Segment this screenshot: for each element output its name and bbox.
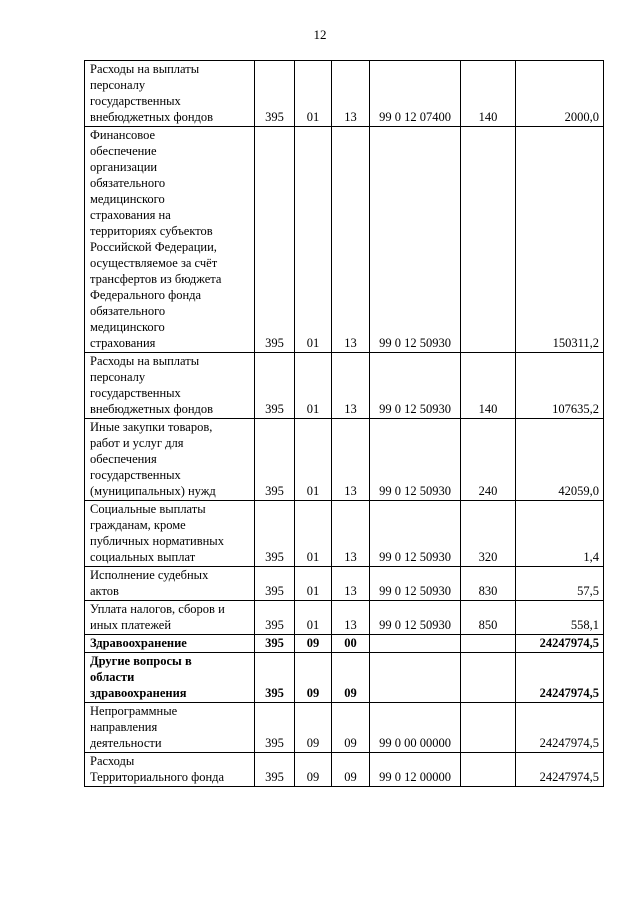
cell-grbs-code: 395	[255, 753, 295, 787]
item-name-line: государственных	[90, 386, 181, 400]
cell-subsection-code: 13	[332, 501, 370, 567]
cell-target-article: 99 0 12 50930	[370, 567, 461, 601]
item-name-line: публичных нормативных	[90, 534, 224, 548]
cell-expense-type: 240	[461, 419, 516, 501]
cell-section-code: 09	[295, 753, 332, 787]
cell-amount: 24247974,5	[516, 753, 604, 787]
cell-subsection-code: 09	[332, 653, 370, 703]
item-name-line: Другие вопросы в	[90, 654, 192, 668]
item-name-line: работ и услуг для	[90, 436, 184, 450]
cell-item-name	[85, 419, 255, 501]
cell-item-name	[85, 353, 255, 419]
cell-grbs-code: 395	[255, 419, 295, 501]
item-name-line: внебюджетных фондов	[90, 110, 214, 124]
cell-subsection-code: 13	[332, 567, 370, 601]
cell-expense-type	[461, 753, 516, 787]
cell-grbs-code: 395	[255, 601, 295, 635]
item-name-line: деятельности	[90, 736, 162, 750]
cell-amount: 42059,0	[516, 419, 604, 501]
table-row	[85, 353, 604, 419]
cell-item-name	[85, 567, 255, 601]
cell-section-code: 01	[295, 601, 332, 635]
item-name-line: Российской Федерации,	[90, 240, 217, 254]
item-name-line: Непрограммные	[90, 704, 178, 718]
cell-amount: 558,1	[516, 601, 604, 635]
item-name-line: Здравоохранение	[90, 636, 187, 650]
cell-item-name	[85, 501, 255, 567]
item-name-line: здравоохранения	[90, 686, 187, 700]
table-row	[85, 601, 604, 635]
cell-expense-type: 830	[461, 567, 516, 601]
item-name-line: (муниципальных) нужд	[90, 484, 216, 498]
cell-subsection-code: 13	[332, 419, 370, 501]
cell-amount: 2000,0	[516, 61, 604, 127]
table-row	[85, 567, 604, 601]
item-name-line: Уплата налогов, сборов и	[90, 602, 225, 616]
cell-item-name	[85, 753, 255, 787]
cell-section-code: 01	[295, 353, 332, 419]
cell-target-article: 99 0 12 00000	[370, 753, 461, 787]
item-name-line: осуществляемое за счёт	[90, 256, 218, 270]
cell-grbs-code: 395	[255, 127, 295, 353]
cell-expense-type: 140	[461, 61, 516, 127]
item-name-line: обеспечение	[90, 144, 157, 158]
cell-section-code: 01	[295, 127, 332, 353]
cell-amount: 57,5	[516, 567, 604, 601]
cell-item-name	[85, 601, 255, 635]
item-name-line: социальных выплат	[90, 550, 196, 564]
cell-amount: 24247974,5	[516, 703, 604, 753]
cell-amount: 107635,2	[516, 353, 604, 419]
cell-grbs-code: 395	[255, 703, 295, 753]
cell-expense-type	[461, 127, 516, 353]
item-name-line: внебюджетных фондов	[90, 402, 214, 416]
item-name-line: направления	[90, 720, 158, 734]
item-name-line: Федерального фонда	[90, 288, 202, 302]
cell-subsection-code: 00	[332, 635, 370, 653]
cell-expense-type	[461, 635, 516, 653]
table-row	[85, 753, 604, 787]
table-row	[85, 501, 604, 567]
cell-expense-type: 850	[461, 601, 516, 635]
cell-section-code: 09	[295, 635, 332, 653]
cell-section-code: 01	[295, 501, 332, 567]
cell-section-code: 09	[295, 703, 332, 753]
table-row	[85, 419, 604, 501]
cell-subsection-code: 13	[332, 127, 370, 353]
cell-target-article: 99 0 12 50930	[370, 501, 461, 567]
cell-subsection-code: 13	[332, 353, 370, 419]
cell-amount: 150311,2	[516, 127, 604, 353]
cell-grbs-code: 395	[255, 567, 295, 601]
item-name-line: страхования	[90, 336, 156, 350]
item-name-line: обязательного	[90, 176, 166, 190]
cell-item-name	[85, 61, 255, 127]
cell-item-name	[85, 635, 255, 653]
cell-expense-type: 320	[461, 501, 516, 567]
cell-amount: 24247974,5	[516, 635, 604, 653]
cell-subsection-code: 09	[332, 753, 370, 787]
cell-target-article	[370, 635, 461, 653]
item-name-line: территориях субъектов	[90, 224, 213, 238]
cell-section-code: 01	[295, 567, 332, 601]
item-name-line: обязательного	[90, 304, 166, 318]
table-row	[85, 61, 604, 127]
cell-target-article: 99 0 12 50930	[370, 353, 461, 419]
item-name-line: иных платежей	[90, 618, 172, 632]
cell-item-name	[85, 127, 255, 353]
table-row	[85, 703, 604, 753]
item-name-line: персоналу	[90, 78, 146, 92]
cell-section-code: 01	[295, 61, 332, 127]
item-name-line: Социальные выплаты	[90, 502, 206, 516]
cell-section-code: 01	[295, 419, 332, 501]
cell-amount: 1,4	[516, 501, 604, 567]
item-name-line: организации	[90, 160, 158, 174]
cell-target-article: 99 0 12 07400	[370, 61, 461, 127]
cell-subsection-code: 09	[332, 703, 370, 753]
cell-section-code: 09	[295, 653, 332, 703]
item-name-line: Расходы на выплаты	[90, 62, 200, 76]
cell-grbs-code: 395	[255, 501, 295, 567]
budget-table-body	[85, 61, 604, 787]
cell-grbs-code: 395	[255, 635, 295, 653]
cell-target-article: 99 0 12 50930	[370, 127, 461, 353]
item-name-line: персоналу	[90, 370, 146, 384]
item-name-line: медицинского	[90, 320, 165, 334]
item-name-line: Территориального фонда	[90, 770, 225, 784]
cell-target-article: 99 0 12 50930	[370, 419, 461, 501]
cell-expense-type	[461, 703, 516, 753]
cell-grbs-code: 395	[255, 61, 295, 127]
cell-target-article: 99 0 00 00000	[370, 703, 461, 753]
item-name-line: государственных	[90, 468, 181, 482]
cell-target-article	[370, 653, 461, 703]
item-name-line: обеспечения	[90, 452, 157, 466]
cell-item-name	[85, 653, 255, 703]
item-name-line: медицинского	[90, 192, 165, 206]
cell-expense-type: 140	[461, 353, 516, 419]
table-row	[85, 127, 604, 353]
cell-grbs-code: 395	[255, 353, 295, 419]
item-name-line: государственных	[90, 94, 181, 108]
item-name-line: страхования на	[90, 208, 171, 222]
item-name-line: трансфертов из бюджета	[90, 272, 222, 286]
budget-table	[84, 60, 604, 787]
item-name-line: Исполнение судебных	[90, 568, 209, 582]
item-name-line: области	[90, 670, 135, 684]
item-name-line: Расходы	[90, 754, 135, 768]
item-name-line: Иные закупки товаров,	[90, 420, 213, 434]
item-name-line: Финансовое	[90, 128, 156, 142]
cell-target-article: 99 0 12 50930	[370, 601, 461, 635]
cell-amount: 24247974,5	[516, 653, 604, 703]
page-number: 12	[313, 27, 327, 42]
item-name-line: Расходы на выплаты	[90, 354, 200, 368]
table-row	[85, 635, 604, 653]
cell-subsection-code: 13	[332, 61, 370, 127]
item-name-line: гражданам, кроме	[90, 518, 186, 532]
cell-item-name	[85, 703, 255, 753]
item-name-line: актов	[90, 584, 119, 598]
cell-expense-type	[461, 653, 516, 703]
cell-subsection-code: 13	[332, 601, 370, 635]
table-row	[85, 653, 604, 703]
cell-grbs-code: 395	[255, 653, 295, 703]
